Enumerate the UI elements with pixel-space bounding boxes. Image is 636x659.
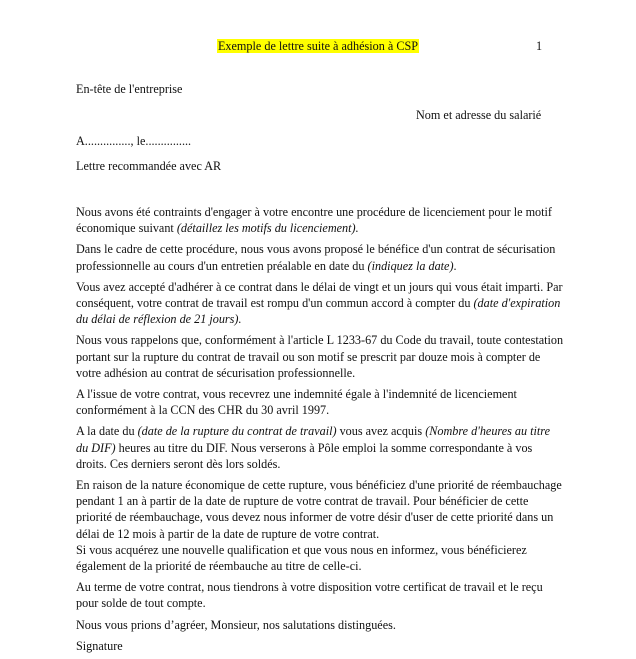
placeholder-date: (indiquez la date) (367, 258, 454, 273)
delivery-mode: Lettre recommandée avec AR (76, 159, 222, 173)
place-date-line: A..............., le............... (76, 134, 192, 148)
closing-salutation: Nous vous prions d’agréer, Monsieur, nos salutations distinguées. (76, 617, 396, 632)
paragraph-dismissal-reason: Nous avons été contraints d'engager à votre encontre une procédure de licenciement pour le motif économique suivant (détaillez les motifs du licenciement). (76, 205, 552, 236)
paragraph-new-qualification: Si vous acquérez une nouvelle qualification et que vous nous en informez, vous bénéficierez également de la priorité de réembauche au titre de celle-ci. (76, 542, 527, 574)
paragraph-indemnity: A l'issue de votre contrat, vous recevrez une indemnité égale à l'indemnité de licenciement conformément à la CCN des CHR du 30 avril 1997. (76, 387, 517, 418)
placeholder-expiry-date: (date d'expiration du délai de réflexion de 21 jours). (76, 296, 561, 327)
paragraph-rehiring-priority: En raison de la nature économique de cette rupture, vous bénéficiez d'une priorité de réembauchage pendant 1 an à partir de la date de rupture de votre contrat de travail. Pour bénéficier de cette priorité de réembauchage, vous devez nous informer de votre désir d'user de cette priorité dans un délai de 12 mois à partir de la date de rupture de votre contrat. (76, 478, 562, 541)
page-number: 1 (536, 39, 543, 53)
letter-body (76, 204, 564, 659)
signature: Signature (76, 638, 123, 653)
paragraph-dif: A la date du (date de la rupture du contrat de travail) vous avez acquis (Nombre d'heures au titre du DIF) heures au titre du DIF. Nous verserons à Pôle emploi la somme correspondante à vos droits. Ces derniers seront dès lors soldés. (76, 424, 551, 471)
paragraph-certificate: Au terme de votre contrat, nous tiendrons à votre disposition votre certificat de travail et le reçu pour solde de tout compte. (76, 580, 543, 611)
document-title-text: Exemple de lettre suite à adhésion à CSP (217, 39, 419, 53)
company-header: En-tête de l'entreprise (76, 82, 183, 96)
placeholder-reasons: (détaillez les motifs du licenciement). (176, 221, 359, 236)
paragraph-acceptance: Vous avez accepté d'adhérer à ce contrat dans le délai de vingt et un jours qui vous était imparti. Par conséquent, votre contrat de travail est rompu d'un commun accord à compter du (date d'expiration du délai de réflexion de 21 jours). (76, 279, 563, 327)
placeholder-rupture-date: (date de la rupture du contrat de travail) (137, 424, 337, 439)
recipient-address: Nom et adresse du salarié (416, 108, 542, 122)
paragraph-prescription: Nous vous rappelons que, conformément à l'article L 1233-67 du Code du travail, toute contestation portant sur la rupture du contrat de travail ou son motif se prescrit par douze mois à compter de votre adhésion au contrat de sécurisation professionnelle. (76, 333, 564, 380)
placeholder-dif-hours: (Nombre d'heures au titre du DIF) (76, 424, 551, 455)
paragraph-csp-offer: Dans le cadre de cette procédure, nous vous avons proposé le bénéfice d'un contrat de sécurisation professionnelle au cours d'un entretien préalable en date du (indiquez la date). (76, 242, 556, 273)
